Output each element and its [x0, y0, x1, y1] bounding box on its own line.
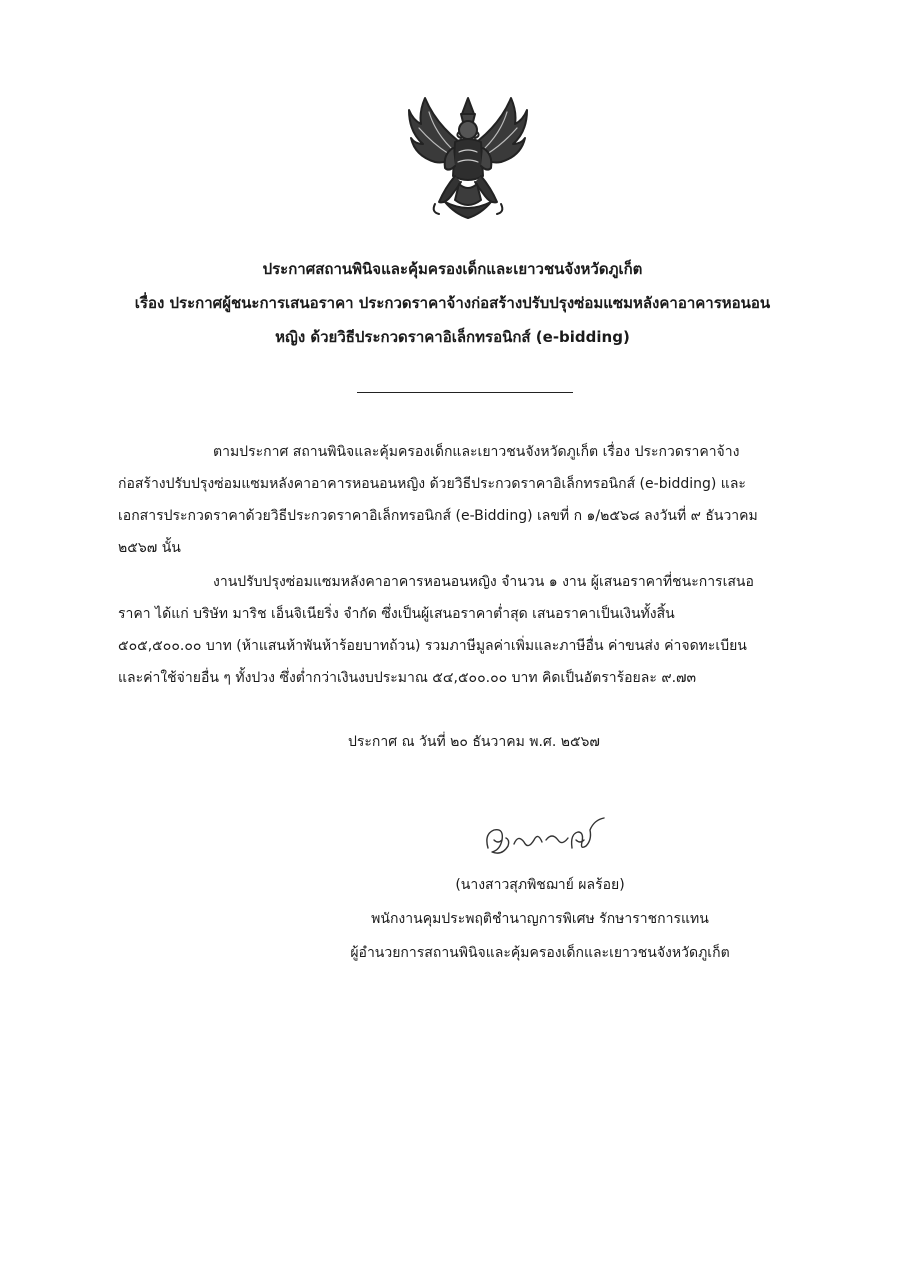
paragraph-2-line: งานปรับปรุงซ่อมแซมหลังคาอาคารหอนอนหญิง จำนวน ๑ งาน ผู้เสนอราคาที่ชนะการเสนอ — [213, 574, 754, 590]
paragraph-2 — [118, 566, 814, 694]
signer-position: พนักงานคุมประพฤติชำนาญการพิเศษ รักษาราชการแทน — [371, 911, 709, 927]
signature-icon — [480, 810, 610, 868]
title-line-3: หญิง ด้วยวิธีประกวดราคาอิเล็กทรอนิกส์ (e-bidding) — [275, 328, 630, 346]
paragraph-2-line: ราคา ได้แก่ บริษัท มาริช เอ็นจิเนียริ่ง จำกัด ซึ่งเป็นผู้เสนอราคาต่ำสุด เสนอราคาเป็นเงินทั้งสิ้น — [118, 606, 675, 622]
signer-name: (นางสาวสุภพิชฌาย์ ผลร้อย) — [455, 877, 625, 893]
paragraph-1-line: ๒๕๖๗ นั้น — [118, 540, 181, 556]
paragraph-1 — [118, 436, 814, 564]
paragraph-2-line: และค่าใช้จ่ายอื่น ๆ ทั้งปวง ซึ่งต่ำกว่าเงินงบประมาณ ๕๔,๕๐๐.๐๐ บาท คิดเป็นอัตราร้อยละ ๙.๗๓ — [118, 670, 697, 686]
signer-position: ผู้อำนวยการสถานพินิจและคุ้มครองเด็กและเยาวชนจังหวัดภูเก็ต — [350, 945, 730, 961]
garuda-emblem-icon — [405, 92, 531, 224]
title-line-1: ประกาศสถานพินิจและคุ้มครองเด็กและเยาวชนจังหวัดภูเก็ต — [262, 260, 643, 278]
paragraph-1-line: ก่อสร้างปรับปรุงซ่อมแซมหลังคาอาคารหอนอนหญิง ด้วยวิธีประกวดราคาอิเล็กทรอนิกส์ (e-bidding) และ — [118, 476, 746, 492]
document-title — [90, 252, 815, 354]
title-divider — [357, 392, 573, 393]
paragraph-1-line: ตามประกาศ สถานพินิจและคุ้มครองเด็กและเยาวชนจังหวัดภูเก็ต เรื่อง ประกวดราคาจ้าง — [213, 444, 740, 460]
paragraph-2-line: ๕๐๕,๕๐๐.๐๐ บาท (ห้าแสนห้าพันห้าร้อยบาทถ้วน) รวมภาษีมูลค่าเพิ่มและภาษีอื่น ค่าขนส่ง ค่าจดทะเบียน — [118, 638, 747, 654]
title-line-2: เรื่อง ประกาศผู้ชนะการเสนอราคา ประกวดราคาจ้างก่อสร้างปรับปรุงซ่อมแซมหลังคาอาคารหอนอน — [134, 294, 771, 312]
announcement-date: ประกาศ ณ วันที่ ๒๐ ธันวาคม พ.ศ. ๒๕๖๗ — [348, 734, 600, 750]
paragraph-1-line: เอกสารประกวดราคาด้วยวิธีประกวดราคาอิเล็กทรอนิกส์ (e-Bidding) เลขที่ ก ๑/๒๕๖๘ ลงวันที่ ๙ ธันวาคม — [118, 508, 758, 524]
signer-block — [300, 868, 780, 970]
